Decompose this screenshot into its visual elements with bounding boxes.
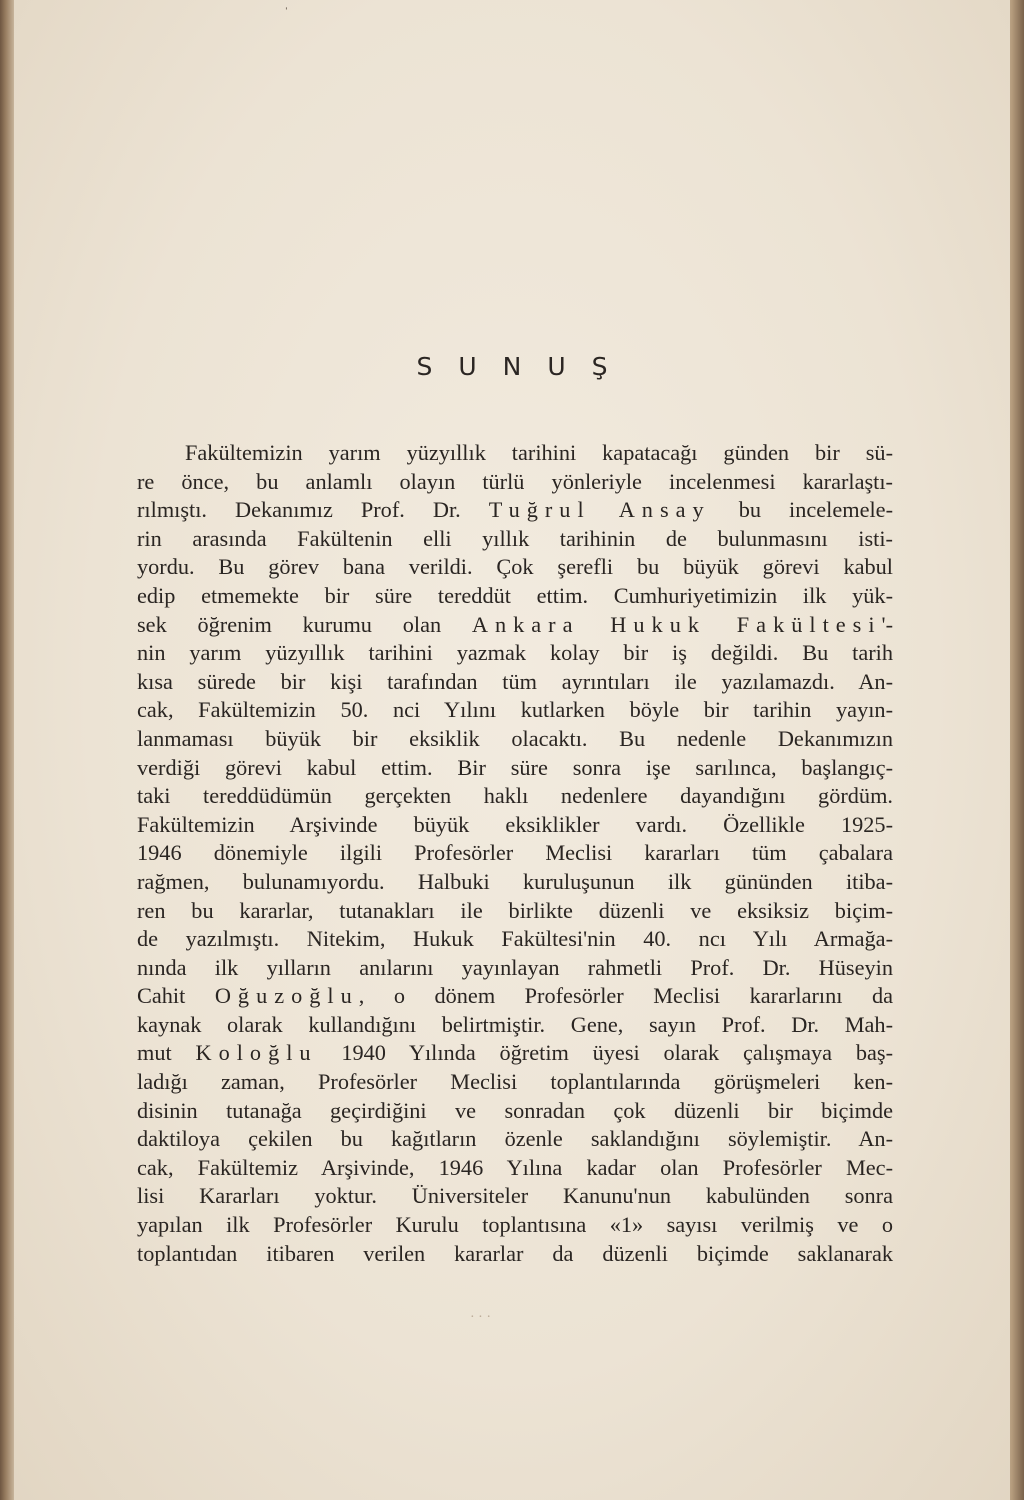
text-line: kaynak olarak kullandığını belirtmiştir. Gene, sayın Prof. Dr. Mah- [137, 1011, 893, 1037]
text-line: nin yarım yüzyıllık tarihini yazmak kolay bir iş değildi. Bu tarih [137, 640, 893, 666]
text-line: rılmıştı. Dekanımız Prof. Dr. Tuğrul Ansay bu incelemele- [137, 497, 893, 523]
text-line: rağmen, bulunamıyordu. Halbuki kuruluşunun ilk gününden itiba- [137, 868, 893, 894]
text-line: cak, Fakültemiz Arşivinde, 1946 Yılına kadar olan Profesörler Mec- [137, 1154, 893, 1180]
text-line: 1946 dönemiyle ilgili Profesörler Meclisi kararları tüm çabalara [137, 840, 893, 866]
text-line: daktiloya çekilen bu kağıtların özenle saklandığını söylemiştir. An- [137, 1126, 893, 1152]
text-line: yordu. Bu görev bana verildi. Çok şerefli bu büyük görevi kabul [137, 554, 893, 580]
page-folio-mark: · · · [470, 1310, 491, 1325]
text-line: ladığı zaman, Profesörler Meclisi toplantılarında görüşmeleri ken- [137, 1069, 893, 1095]
preface-body-text [137, 439, 893, 1268]
text-line: cak, Fakültemizin 50. nci Yılını kutlarken böyle bir tarihin yayın- [137, 697, 893, 723]
text-line: verdiği görevi kabul ettim. Bir süre sonra işe sarılınca, başlangıç- [137, 754, 893, 780]
page-title: SUNUŞ [416, 352, 634, 381]
text-line: nında ilk yılların anılarını yayınlayan rahmetli Prof. Dr. Hüseyin [137, 954, 893, 980]
stray-pencil-mark: ˈ [284, 6, 289, 21]
text-line: mut Koloğlu 1940 Yılında öğretim üyesi olarak çalışmaya baş- [137, 1040, 893, 1066]
text-line: edip etmemekte bir süre tereddüt ettim. Cumhuriyetimizin ilk yük- [137, 582, 893, 608]
text-line: lanmaması büyük bir eksiklik olacaktı. Bu nedenle Dekanımızın [137, 725, 893, 751]
text-line: Fakültemizin Arşivinde büyük eksiklikler vardı. Özellikle 1925- [137, 811, 893, 837]
text-line: sek öğrenim kurumu olan Ankara Hukuk Fakültesi'- [137, 611, 893, 637]
text-line: de yazılmıştı. Nitekim, Hukuk Fakültesi'nin 40. ncı Yılı Armağa- [137, 926, 893, 952]
text-line: rin arasında Fakültenin elli yıllık tarihinin de bulunmasını isti- [137, 525, 893, 551]
text-line: Fakültemizin yarım yüzyıllık tarihini kapatacağı günden bir sü- [185, 440, 893, 465]
text-line: re önce, bu anlamlı olayın türlü yönleriyle incelenmesi kararlaştı- [137, 468, 893, 494]
text-line: toplantıdan itibaren verilen kararlar da düzenli biçimde saklanarak [137, 1240, 893, 1266]
text-line: ren bu kararlar, tutanakları ile birlikte düzenli ve eksiksiz biçim- [137, 897, 893, 923]
text-line: yapılan ilk Profesörler Kurulu toplantısına «1» sayısı verilmiş ve o [137, 1212, 893, 1238]
text-line: disinin tutanağa geçirdiğini ve sonradan çok düzenli bir biçimde [137, 1097, 893, 1123]
text-line: kısa sürede bir kişi tarafından tüm ayrıntıları ile yazılamazdı. An- [137, 668, 893, 694]
text-line: lisi Kararları yoktur. Üniversiteler Kanunu'nun kabulünden sonra [137, 1183, 893, 1209]
text-line: Cahit Oğuzoğlu, o dönem Profesörler Meclisi kararlarını da [137, 983, 893, 1009]
text-line: taki tereddüdümün gerçekten haklı nedenlere dayandığını gördüm. [137, 783, 893, 809]
